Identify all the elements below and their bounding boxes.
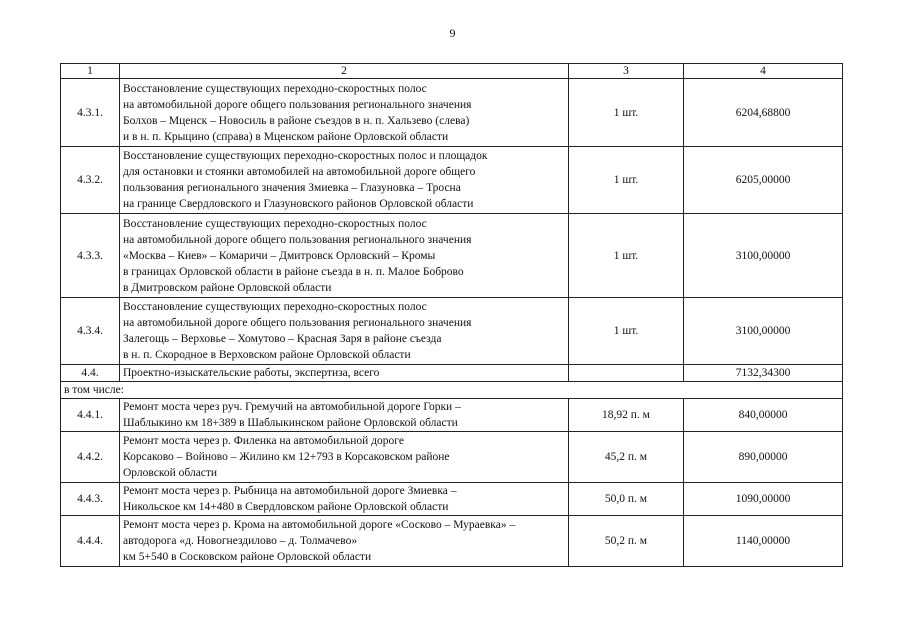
column-header-2: 2	[120, 64, 569, 79]
item-number: 4.3.3.	[61, 214, 120, 298]
item-amount: 3100,00000	[684, 214, 843, 298]
table-row	[61, 483, 843, 516]
item-quantity: 50,2 п. м	[569, 516, 684, 567]
item-number: 4.4.3.	[61, 483, 120, 516]
item-number: 4.4.2.	[61, 432, 120, 483]
item-number: 4.3.2.	[61, 147, 120, 214]
item-amount: 1140,00000	[684, 516, 843, 567]
item-quantity	[569, 365, 684, 382]
program-table	[60, 63, 843, 567]
table-row	[61, 365, 843, 382]
column-number-row	[61, 64, 843, 79]
item-quantity: 45,2 п. м	[569, 432, 684, 483]
item-quantity: 1 шт.	[569, 214, 684, 298]
item-amount: 7132,34300	[684, 365, 843, 382]
table-row	[61, 147, 843, 214]
item-number: 4.4.4.	[61, 516, 120, 567]
item-number: 4.3.4.	[61, 298, 120, 365]
item-description: Ремонт моста через р. Филенка на автомобильной дороге Корсаково – Войново – Жилино км 12+793 в Корсаковском районе Орловской области	[120, 432, 569, 483]
item-description: Ремонт моста через р. Крома на автомобильной дороге «Сосково – Мураевка» – автодорога «д. Новогнездилово – д. Толмачево» км 5+540 в Сосковском районе Орловской области	[120, 516, 569, 567]
item-amount: 1090,00000	[684, 483, 843, 516]
table-row	[61, 516, 843, 567]
item-number: 4.4.1.	[61, 399, 120, 432]
table-row	[61, 298, 843, 365]
item-amount: 6205,00000	[684, 147, 843, 214]
item-quantity: 1 шт.	[569, 147, 684, 214]
item-description: Восстановление существующих переходно-скоростных полос и площадок для остановки и стоянки автомобилей на автомобильной дороге общего пользования регионального значения Змиевка – Глазуновка – Тросна на границе Свердловского и Глазуновского районов Орловской области	[120, 147, 569, 214]
item-number: 4.4.	[61, 365, 120, 382]
item-description: Восстановление существующих переходно-скоростных полос на автомобильной дороге общего пользования регионального значения Болхов – Мценск – Новосиль в районе съездов в н. п. Хальзево (слева) и в н. п. Крыцино (справа) в Мценском районе Орловской области	[120, 79, 569, 147]
item-amount: 840,00000	[684, 399, 843, 432]
item-quantity: 50,0 п. м	[569, 483, 684, 516]
item-quantity: 1 шт.	[569, 298, 684, 365]
item-description: Проектно-изыскательские работы, экспертиза, всего	[120, 365, 569, 382]
column-header-3: 3	[569, 64, 684, 79]
table-row	[61, 214, 843, 298]
item-amount: 3100,00000	[684, 298, 843, 365]
column-header-4: 4	[684, 64, 843, 79]
subheading-row	[61, 382, 843, 399]
table-row	[61, 432, 843, 483]
item-number: 4.3.1.	[61, 79, 120, 147]
subheading: в том числе:	[61, 382, 843, 399]
item-quantity: 1 шт.	[569, 79, 684, 147]
table-row	[61, 79, 843, 147]
column-header-1: 1	[61, 64, 120, 79]
item-amount: 890,00000	[684, 432, 843, 483]
item-description: Восстановление существующих переходно-скоростных полос на автомобильной дороге общего пользования регионального значения Залегощь – Верховье – Хомутово – Красная Заря в районе съезда в н. п. Скородное в Верховском районе Орловской области	[120, 298, 569, 365]
page-number: 9	[449, 26, 456, 40]
item-description: Ремонт моста через руч. Гремучий на автомобильной дороге Горки – Шаблыкино км 18+389 в Шаблыкинском районе Орловской области	[120, 399, 569, 432]
item-quantity: 18,92 п. м	[569, 399, 684, 432]
table-row	[61, 399, 843, 432]
item-description: Ремонт моста через р. Рыбница на автомобильной дороге Змиевка – Никольское км 14+480 в Свердловском районе Орловской области	[120, 483, 569, 516]
item-amount: 6204,68800	[684, 79, 843, 147]
item-description: Восстановление существующих переходно-скоростных полос на автомобильной дороге общего пользования регионального значения «Москва – Киев» – Комаричи – Дмитровск Орловский – Кромы в границах Орловской области в районе съезда в н. п. Малое Боброво в Дмитровском районе Орловской области	[120, 214, 569, 298]
